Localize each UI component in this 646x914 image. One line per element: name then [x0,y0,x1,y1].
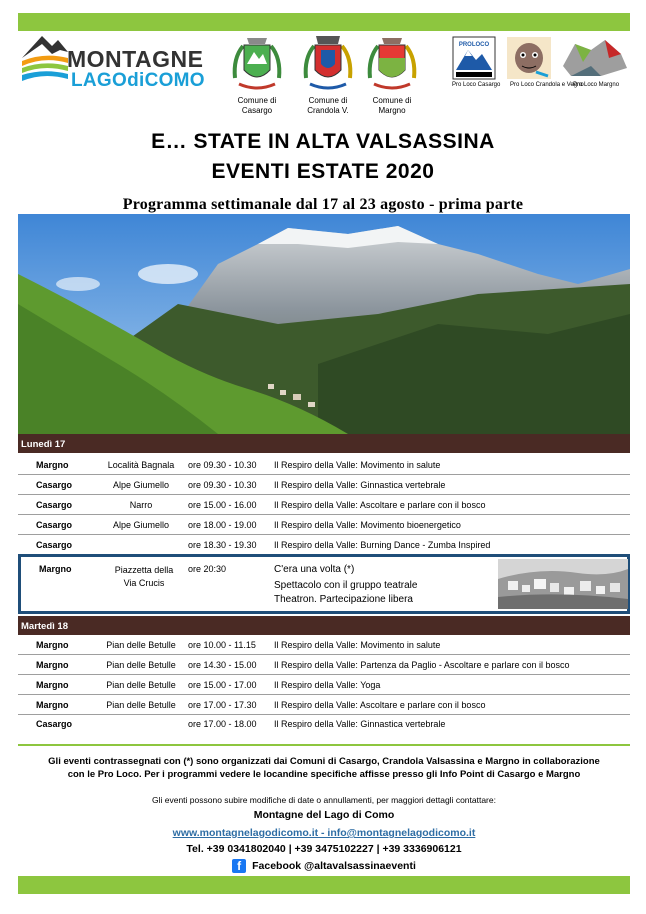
special-event-time: ore 20:30 [188,564,227,574]
event-description: Il Respiro della Valle: Ascoltare e parlare con il bosco [274,500,486,510]
footer-note-line2: con le Pro Loco. Per i programmi vedere le locandine specifiche affisse presso gli Info Point di Casargo e Margno [67,769,581,780]
special-event-location-line2: Via Crucis [123,578,165,588]
event-description: Il Respiro della Valle: Ginnastica vertebrale [274,480,446,490]
pro-loco-badge-text: PROLOCO [458,42,490,48]
main-subtitle-year: EVENTI ESTATE 2020 [211,160,435,183]
crest-caption-crandola: Comune di Crandola V. [307,96,349,115]
facebook-icon: f [232,859,246,873]
event-place: Margno [36,700,69,710]
event-description: Il Respiro della Valle: Ascoltare e parlare con il bosco [274,700,486,710]
crest-caption-casargo: Comune di Casargo [237,96,277,115]
footer-note-line1: Gli eventi contrassegnati con (*) sono organizzati dai Comuni di Casargo, Crandola Valsassina e Margno in collaborazione [48,756,600,767]
event-time: ore 18.30 - 19.30 [188,540,257,550]
event-time: ore 14.30 - 15.00 [188,660,257,670]
footer-phone-numbers: Tel. +39 0341802040 | +39 3475102227 | +39 3336906121 [186,843,462,855]
crest-caption-margno: Comune di Margno [372,96,412,115]
event-time: ore 17.00 - 18.00 [188,719,257,729]
casargo-crest-icon [229,34,285,96]
event-row [18,695,630,715]
event-row [18,635,630,655]
pro-loco-crandola-logo-icon [506,36,552,80]
crest-casargo [226,34,288,116]
mountain-logo-icon [20,30,70,82]
event-location: Narro [129,500,153,510]
footer-note [18,755,630,781]
special-event-location-line1: Piazzetta della [114,565,174,575]
pro-loco-margno-logo-icon [561,36,629,80]
event-place: Margno [36,660,69,670]
event-place: Margno [36,640,69,650]
village-thumbnail-photo [498,559,628,609]
footer-organization: Montagne del Lago di Como [253,809,395,821]
event-description: Il Respiro della Valle: Ginnastica vertebrale [274,719,446,729]
event-time: ore 17.00 - 17.30 [188,700,257,710]
bottom-green-bar [18,876,630,894]
event-row [18,675,630,695]
event-place: Margno [36,680,69,690]
pro-loco-caption-crandola: Pro Loco Crandola e Vegno [510,82,584,88]
event-time: ore 18.00 - 19.00 [188,520,257,530]
event-description: Il Respiro della Valle: Movimento in salute [274,460,441,470]
event-row [18,655,630,675]
event-row [18,515,630,535]
event-location: Pian delle Betulle [106,680,176,690]
event-location: Pian delle Betulle [106,660,176,670]
event-location: Località Bagnala [107,460,175,470]
event-place: Casargo [36,480,73,490]
special-event-desc-line1: Spettacolo con il gruppo teatrale [274,580,418,591]
crest-crandola [297,34,359,116]
special-event-title: C'era una volta (*) [274,564,355,575]
crandola-crest-icon [300,34,356,96]
event-description: Il Respiro della Valle: Partenza da Paglio - Ascoltare e parlare con il bosco [274,660,570,670]
footer-facebook[interactable] [18,859,630,873]
event-place: Casargo [36,719,73,729]
margno-crest-icon [364,34,420,96]
event-location: Pian delle Betulle [106,700,176,710]
event-description: Il Respiro della Valle: Yoga [274,680,381,690]
crest-margno [361,34,423,116]
event-location: Pian delle Betulle [106,640,176,650]
pro-loco-caption-margno: Pro Loco Margno [573,82,620,88]
special-event-location [89,564,199,590]
event-location: Alpe Giumello [112,520,170,530]
special-event-box [18,554,630,614]
event-row [18,455,630,475]
special-event-description [274,579,474,607]
logo-text-lago-di-como: LAGOdiCOMO [71,70,205,91]
day-header-tuesday: Martedì 18 [18,616,630,635]
event-time: ore 15.00 - 16.00 [188,500,257,510]
event-place: Casargo [36,540,73,550]
event-place: Margno [36,460,69,470]
event-place: Casargo [36,520,73,530]
pro-loco-casargo-logo-icon [452,36,496,80]
special-event-desc-line2: Theatron. Partecipazione libera [274,594,413,605]
facebook-handle: Facebook @altavalsassinaeventi [252,860,416,872]
event-location: Alpe Giumello [112,480,170,490]
event-description: Il Respiro della Valle: Movimento in salute [274,640,441,650]
event-row [18,714,630,734]
event-time: ore 15.00 - 17.00 [188,680,257,690]
montagne-lago-di-como-logo [20,30,210,90]
day-header-monday: Lunedì 17 [18,434,630,453]
footer-changes-notice: Gli eventi possono subire modifiche di date o annullamenti, per maggiori dettagli contattare: [152,795,496,805]
event-time: ore 10.00 - 11.15 [188,640,256,650]
event-row [18,475,630,495]
event-description: Il Respiro della Valle: Movimento bioenergetico [274,520,461,530]
event-row [18,495,630,515]
top-green-bar [18,13,630,31]
main-title: E… STATE IN ALTA VALSASSINA [151,130,495,153]
event-description: Il Respiro della Valle: Burning Dance - Zumba Inspired [274,540,491,550]
mountain-landscape-photo [18,214,630,434]
pro-loco-caption-casargo: Pro Loco Casargo [452,82,501,88]
logo-text-montagne: MONTAGNE [67,46,204,72]
footer-website-email-link[interactable]: www.montagnelagodicomo.it - info@montagnelagodicomo.it [172,827,476,839]
special-event-place: Margno [39,564,72,574]
event-time: ore 09.30 - 10.30 [188,480,257,490]
event-time: ore 09.30 - 10.30 [188,460,257,470]
event-row [18,535,630,555]
event-place: Casargo [36,500,73,510]
program-subtitle: Programma settimanale dal 17 al 23 agosto - prima parte [122,196,524,213]
footer-info [18,744,630,876]
